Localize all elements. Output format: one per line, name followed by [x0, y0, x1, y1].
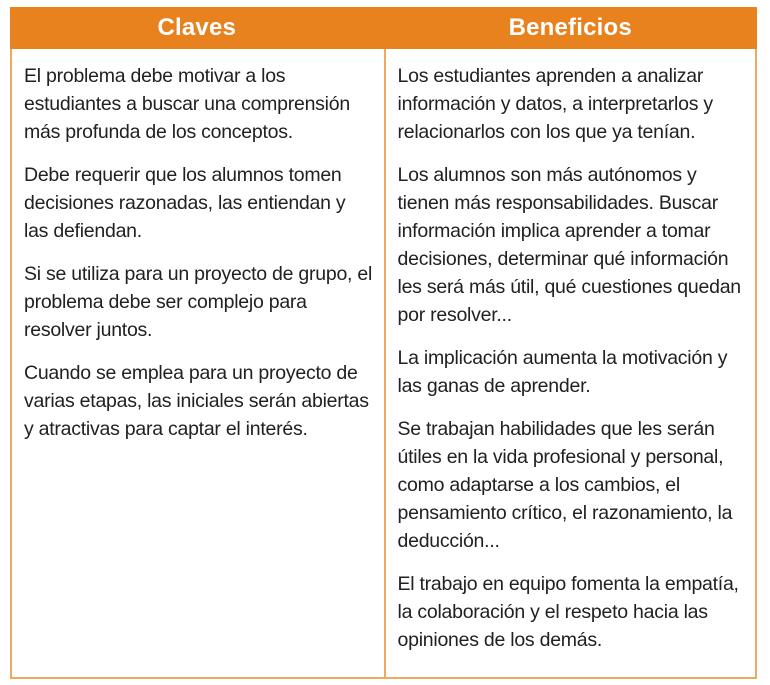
beneficios-column	[384, 49, 756, 677]
claves-paragraph: Debe requerir que los alumnos tomen decisiones razonadas, las entiendan y las defiendan.	[24, 164, 346, 242]
claves-beneficios-table	[10, 7, 757, 677]
claves-paragraph: Si se utiliza para un proyecto de grupo, el problema debe ser complejo para resolver juntos.	[24, 263, 373, 341]
claves-paragraph: Cuando se emplea para un proyecto de varias etapas, las iniciales serán abiertas y atractivas para captar el interés.	[24, 362, 369, 440]
column-header-beneficios: Beneficios	[508, 14, 632, 41]
table-body-row	[10, 49, 757, 679]
beneficios-paragraph: Se trabajan habilidades que les serán útiles en la vida profesional y personal, como adaptarse a los cambios, el pensamiento crítico, el razonamiento, la deducción...	[397, 418, 733, 552]
beneficios-paragraph: El trabajo en equipo fomenta la empatía, la colaboración y el respeto hacia las opiniones de los demás.	[397, 573, 739, 651]
claves-paragraph: El problema debe motivar a los estudiantes a buscar una comprensión más profunda de los conceptos.	[24, 65, 350, 143]
beneficios-paragraph: Los alumnos son más autónomos y tienen más responsabilidades. Buscar información implica aprender a tomar decisiones, determinar qué información les será más útil, qué cuestiones quedan por resolver...	[397, 164, 741, 326]
beneficios-paragraph: La implicación aumenta la motivación y las ganas de aprender.	[397, 347, 728, 397]
beneficios-paragraph: Los estudiantes aprenden a analizar información y datos, a interpretarlos y relacionarlos con los que ya tenían.	[397, 65, 713, 143]
column-header-claves: Claves	[157, 14, 237, 41]
claves-column	[12, 49, 384, 677]
table-header-row	[10, 7, 757, 49]
